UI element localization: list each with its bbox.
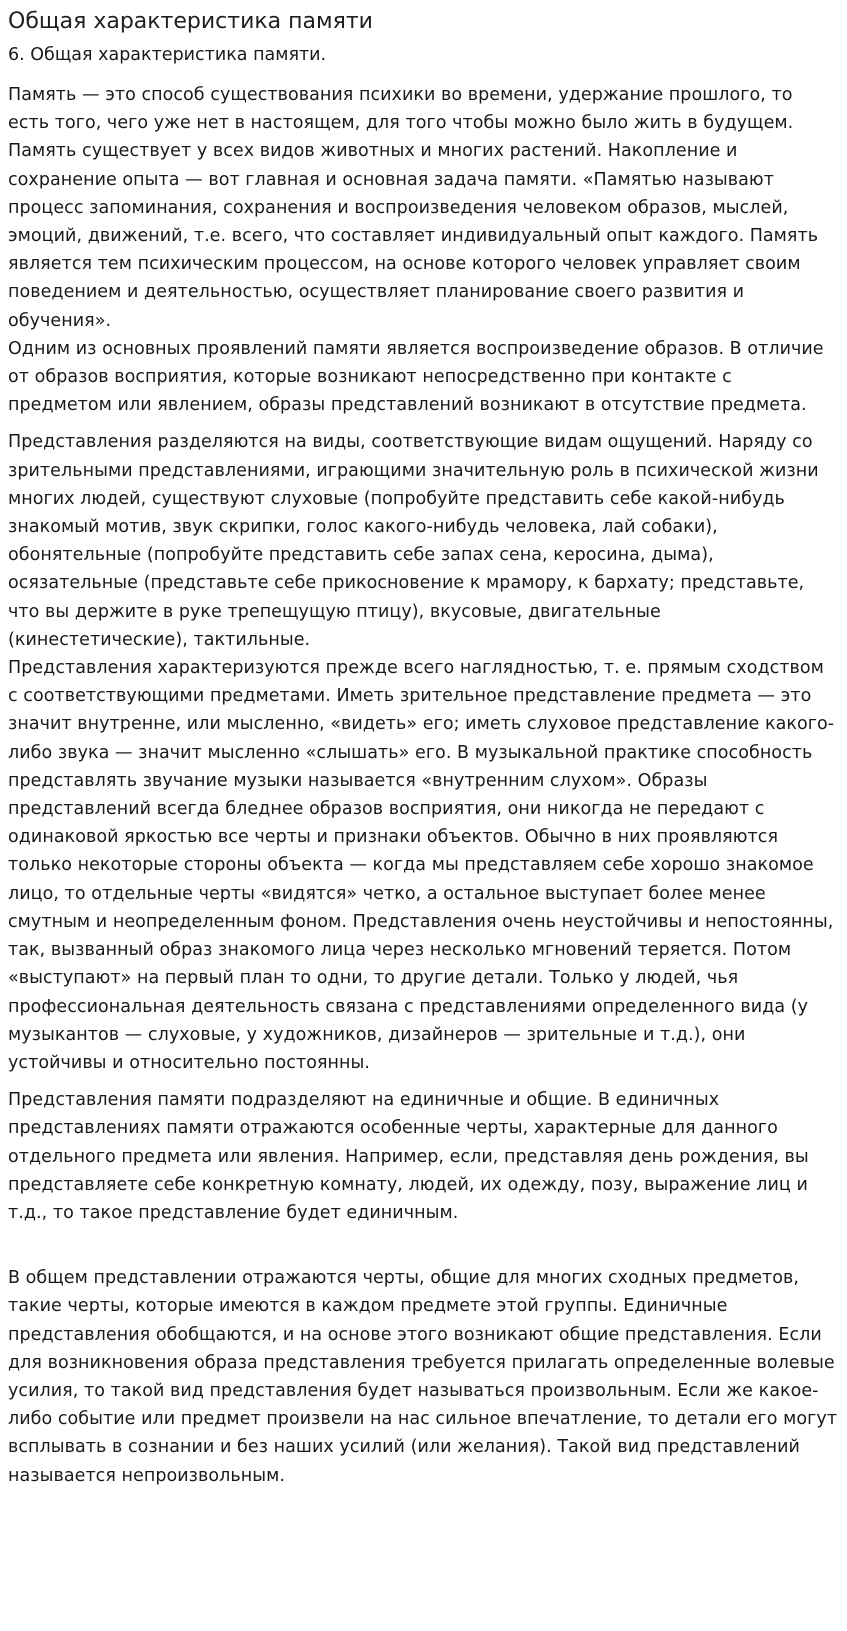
page-title: Общая характеристика памяти [8, 9, 373, 34]
section-heading: 6. Общая характеристика памяти. [8, 45, 327, 65]
paragraph-representation-types: Представления разделяются на виды, соответствующие видам ощущений. Наряду со зрительными представлениями, играющими значительную роль в психической жизни многих людей, существуют слуховые (попробуйте представить себе какой-нибудь знакомый мотив, звук скрипки, голос какого-нибудь человека, лай собаки), обонятельные (попробуйте представить себе запах сена, керосина, дыма), осязательные (представьте себе прикосновение к мрамору, к бархату; представьте, что вы держите в руке трепещущую птицу), вкусовые, двигательные (кинестетические), тактильные. Представления характеризуются прежде всего наглядностью, т. е. прямым сходством с соответствующими предметами. Иметь зрительное представление предмета — это значит внутренне, или мысленно, «видеть» его; иметь слуховое представление какого-либо звука — значит мысленно «слышать» его. В музыкальной практике способность представлять звучание музыки называется «внутренним слухом». Образы представлений всегда бледнее образов восприятия, они никогда не передают с одинаковой яркостью все черты и признаки объектов. Обычно в них проявляются только некоторые стороны объекта — когда мы представляем себе хорошо знакомое лицо, то отдельные черты «видятся» четко, а остальное выступает более менее смутным и неопределенным фоном. Представления очень неустойчивы и непостоянны, так, вызванный образ знакомого лица через несколько мгновений теряется. Потом «выступают» на первый план то одни, то другие детали. Только у людей, чья профессиональная деятельность связана с представлениями определенного вида (у музыкантов — слуховые, у художников, дизайнеров — зрительные и т.д.), они устойчивы и относительно постоянны. [8, 432, 835, 1073]
paragraph-memory-definition: Память — это способ существования психики во времени, удержание прошлого, то есть того, чего уже нет в настоящем, для того чтобы можно было жить в будущем. Память существует у всех видов животных и многих растений. Накопление и сохранение опыта — вот главная и основная задача памяти. «Памятью называют процесс запоминания, сохранения и воспроизведения человеком образов, мыслей, эмоций, движений, т.е. всего, что составляет индивидуальный опыт каждого. Память является тем психическим процессом, на основе которого человек управляет своим поведением и деятельностью, осуществляет планирование своего развития и обучения». Одним из основных проявлений памяти является воспроизведение образов. В отличие от образов восприятия, которые возникают непосредственно при контакте с предметом или явлением, образы представлений возникают в отсутствие предмета. [8, 85, 824, 416]
paragraph-single-representations: Представления памяти подразделяют на единичные и общие. В единичных представлениях памяти отражаются особенные черты, характерные для данного отдельного предмета или явления. Например, если, представляя день рождения, вы представляете себе конкретную комнату, людей, их одежду, позу, выражение лиц и т.д., то такое представление будет единичным. [8, 1090, 809, 1223]
paragraph-general-representations: В общем представлении отражаются черты, общие для многих сходных предметов, такие черты, которые имеются в каждом предмете этой группы. Единичные представления обобщаются, и на основе этого возникают общие представления. Если для возникновения образа представления требуется прилагать определенные волевые усилия, то такой вид представления будет называться произвольным. Если же какое-либо событие или предмет произвели на нас сильное впечатление, то детали его могут всплывать в сознании и без наших усилий (или желания). Такой вид представлений называется непроизвольным. [8, 1268, 838, 1486]
paragraph-gap [8, 1236, 839, 1264]
